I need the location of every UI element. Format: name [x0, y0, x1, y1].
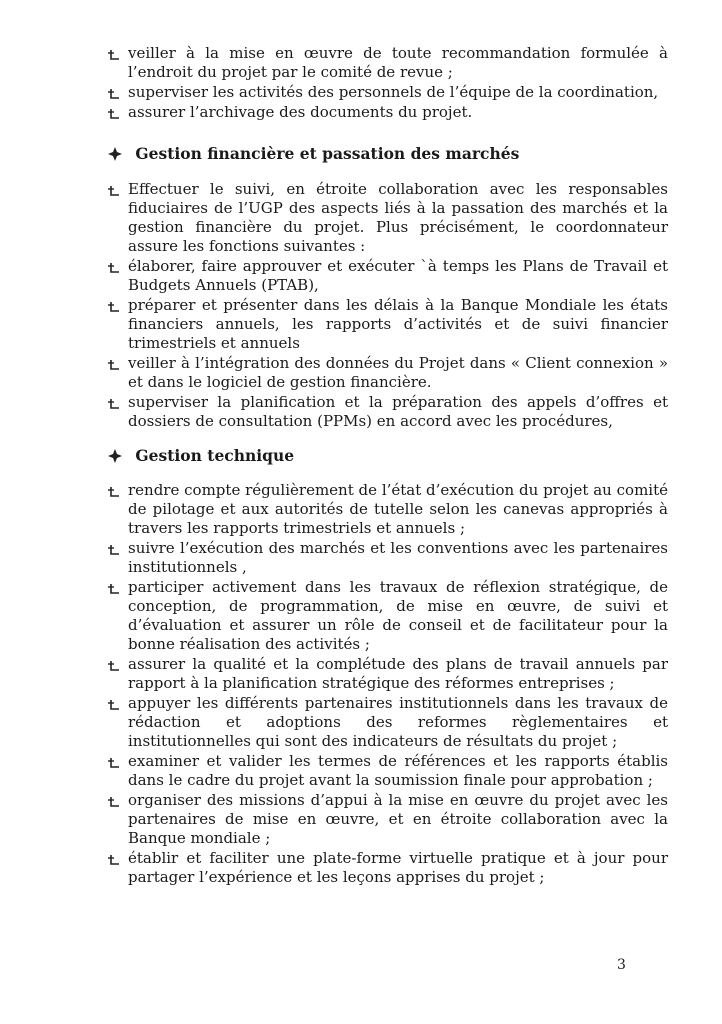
arrow-bullet-icon	[108, 185, 120, 197]
list-item-text: élaborer, faire approuver et exécuter `à temps les Plans de Travail et Budgets Annuels (PTAB),	[128, 257, 668, 294]
arrow-bullet-icon	[108, 398, 120, 410]
diamond-bullet-icon	[108, 449, 122, 463]
list-item	[108, 578, 668, 654]
list-item-text: préparer et présenter dans les délais à la Banque Mondiale les états financiers annuels, les rapports d’activités et de suivi financier trimestriels et annuels	[128, 296, 668, 352]
list-item	[108, 694, 668, 751]
list-item-text: rendre compte régulièrement de l’état d’exécution du projet au comité de pilotage et aux autorités de tutelle selon les canevas appropriés à travers les rapports trimestriels et annuels ;	[128, 481, 668, 537]
list-item-text: veiller à l’intégration des données du Projet dans « Client connexion » et dans le logiciel de gestion financière.	[128, 354, 668, 391]
arrow-bullet-icon	[108, 757, 120, 769]
list-item-text: examiner et valider les termes de références et les rapports établis dans le cadre du projet avant la soumission finale pour approbation ;	[128, 752, 668, 789]
list-item-text: participer activement dans les travaux de réflexion stratégique, de conception, de programmation, de mise en œuvre, de suivi et d’évaluation et assurer un rôle de conseil et de facilitateur pour la bonne réalisation des activités ;	[128, 578, 668, 653]
list-item	[108, 539, 668, 577]
list-item	[108, 752, 668, 790]
list-item	[108, 257, 668, 295]
arrow-bullet-icon	[108, 301, 120, 313]
list-item	[108, 44, 668, 82]
list-item	[108, 354, 668, 392]
arrow-bullet-icon	[108, 486, 120, 498]
list-item-text: suivre l’exécution des marchés et les conventions avec les partenaires institutionnels ,	[128, 539, 668, 576]
arrow-bullet-icon	[108, 699, 120, 711]
list-item-text: appuyer les différents partenaires institutionnels dans les travaux de rédaction et adoptions des reformes règlementaires et institutionnelles qui sont des indicateurs de résultats du projet ;	[128, 694, 668, 750]
list-item-text: superviser les activités des personnels de l’équipe de la coordination,	[128, 83, 659, 101]
section-finance-list	[108, 180, 668, 431]
arrow-bullet-icon	[108, 796, 120, 808]
arrow-bullet-icon	[108, 660, 120, 672]
diamond-bullet-icon	[108, 147, 122, 161]
arrow-bullet-icon	[108, 262, 120, 274]
list-item	[108, 296, 668, 353]
list-item	[108, 393, 668, 431]
arrow-bullet-icon	[108, 544, 120, 556]
page-number: 3	[617, 957, 626, 973]
arrow-bullet-icon	[108, 583, 120, 595]
list-item-text: établir et faciliter une plate-forme virtuelle pratique et à jour pour partager l’expérience et les leçons apprises du projet ;	[128, 849, 668, 886]
arrow-bullet-icon	[108, 108, 120, 120]
list-item	[108, 849, 668, 887]
list-item	[108, 481, 668, 538]
list-item-text: superviser la planification et la préparation des appels d’offres et dossiers de consultation (PPMs) en accord avec les procédures,	[128, 393, 668, 430]
list-item	[108, 655, 668, 693]
arrow-bullet-icon	[108, 854, 120, 866]
list-item-text: veiller à la mise en œuvre de toute recommandation formulée à l’endroit du projet par le comité de revue ;	[128, 44, 668, 81]
section-heading-finance	[108, 144, 519, 164]
arrow-bullet-icon	[108, 49, 120, 61]
list-item-text: assurer l’archivage des documents du projet.	[128, 103, 473, 121]
arrow-bullet-icon	[108, 88, 120, 100]
section-top-list	[108, 44, 668, 122]
list-item	[108, 83, 668, 102]
section-technique-list	[108, 481, 668, 887]
list-item-text: assurer la qualité et la complétude des plans de travail annuels par rapport à la planification stratégique des réformes entreprises ;	[128, 655, 668, 692]
arrow-bullet-icon	[108, 359, 120, 371]
list-item	[108, 180, 668, 256]
list-item	[108, 103, 668, 122]
section-heading-technique	[108, 446, 294, 466]
section-heading-text: Gestion financière et passation des marchés	[135, 144, 520, 163]
list-item-text: organiser des missions d’appui à la mise en œuvre du projet avec les partenaires de mise en œuvre, et en étroite collaboration avec la Banque mondiale ;	[128, 791, 668, 847]
section-heading-text: Gestion technique	[135, 446, 295, 465]
list-item-text: Effectuer le suivi, en étroite collaboration avec les responsables fiduciaires de l’UGP des aspects liés à la passation des marchés et la gestion financière du projet. Plus précisément, le coordonnateur assure les fonctions suivantes :	[128, 180, 668, 255]
list-item	[108, 791, 668, 848]
